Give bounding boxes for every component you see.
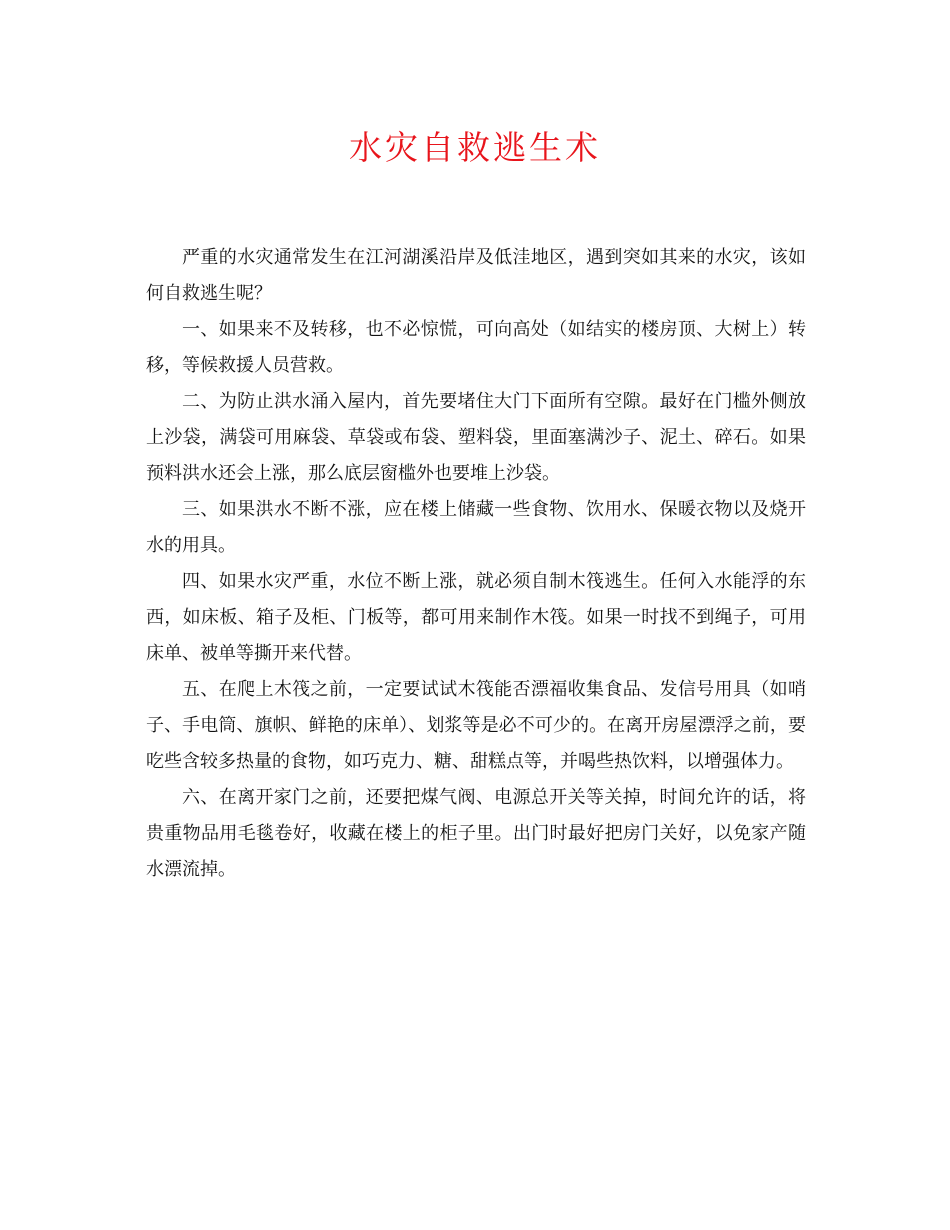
paragraph-2: 二、为防止洪水涌入屋内，首先要堵住大门下面所有空隙。最好在门槛外侧放上沙袋，满袋可用麻袋、草袋或布袋、塑料袋，里面塞满沙子、泥土、碎石。如果预料洪水还会上涨，那么底层窗槛外也要堆上沙袋。 <box>146 391 806 484</box>
document-body <box>146 240 806 888</box>
document-title: 水灾自救逃生术 <box>349 128 601 167</box>
paragraph-6: 六、在离开家门之前，还要把煤气阀、电源总开关等关掉，时间允许的话，将贵重物品用毛毯卷好，收藏在楼上的柜子里。出门时最好把房门关好，以免家产随水漂流掉。 <box>146 787 806 880</box>
paragraph-1: 一、如果来不及转移，也不必惊慌，可向高处（如结实的楼房顶、大树上）转移，等候救援人员营救。 <box>146 319 806 376</box>
paragraph-intro: 严重的水灾通常发生在江河湖溪沿岸及低洼地区，遇到突如其来的水灾，该如何自救逃生呢？ <box>146 247 806 304</box>
paragraph-3: 三、如果洪水不断不涨，应在楼上储藏一些食物、饮用水、保暖衣物以及烧开水的用具。 <box>146 499 806 556</box>
paragraph-5: 五、在爬上木筏之前，一定要试试木筏能否漂福收集食品、发信号用具（如哨子、手电筒、旗帜、鲜艳的床单）、划浆等是必不可少的。在离开房屋漂浮之前，要吃些含较多热量的食物，如巧克力、糖、甜糕点等，并喝些热饮料，以增强体力。 <box>146 679 806 772</box>
paragraph-4: 四、如果水灾严重，水位不断上涨，就必须自制木筏逃生。任何入水能浮的东西，如床板、箱子及柜、门板等，都可用来制作木筏。如果一时找不到绳子，可用床单、被单等撕开来代替。 <box>146 571 806 664</box>
